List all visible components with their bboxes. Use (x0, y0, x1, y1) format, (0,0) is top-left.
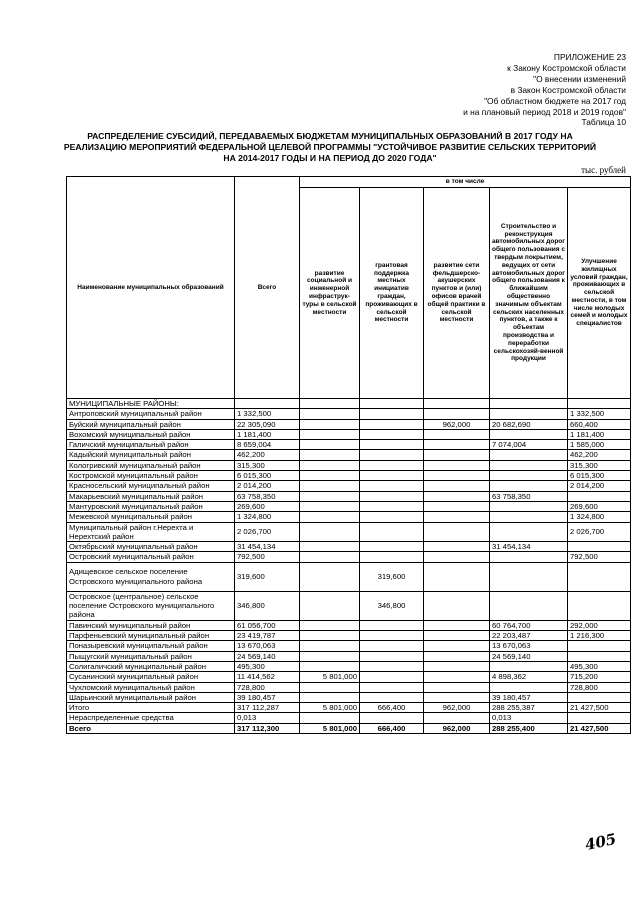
cell-roads: 4 898,362 (490, 672, 568, 682)
section-label: МУНИЦИПАЛЬНЫЕ РАЙОНЫ: (67, 399, 235, 409)
cell-grant (360, 661, 424, 671)
cell-total: 2 014,200 (235, 481, 300, 491)
cell-total: 39 180,457 (235, 692, 300, 702)
table-row (67, 713, 631, 723)
table-row (67, 682, 631, 692)
cell-feldsher (424, 661, 490, 671)
cell-grant: 666,400 (360, 723, 424, 733)
cell-housing (568, 641, 631, 651)
cell-feldsher (424, 591, 490, 620)
cell-grant (360, 682, 424, 692)
cell-name: Макарьевский муниципальный район (67, 491, 235, 501)
cell-grant: 346,800 (360, 591, 424, 620)
cell-name: Всего (67, 723, 235, 733)
cell-roads (490, 501, 568, 511)
cell-roads: 63 758,350 (490, 491, 568, 501)
cell-social (300, 620, 360, 630)
table-row (67, 552, 631, 562)
cell-feldsher (424, 641, 490, 651)
cell-total: 728,800 (235, 682, 300, 692)
cell-housing: 462,200 (568, 450, 631, 460)
header-social: развитие социальной и инженерной инфраструк-туры в сельской местности (300, 188, 360, 399)
table-row (67, 641, 631, 651)
cell-roads (490, 409, 568, 419)
cell-housing: 315,300 (568, 460, 631, 470)
cell-grant: 666,400 (360, 703, 424, 713)
table-row (67, 703, 631, 713)
appendix-line: ПРИЛОЖЕНИЕ 23 (553, 52, 626, 62)
cell-housing: 1 216,300 (568, 631, 631, 641)
cell-social: 5 801,000 (300, 703, 360, 713)
section-row (67, 399, 631, 409)
cell-social (300, 419, 360, 429)
cell-feldsher (424, 429, 490, 439)
cell-feldsher (424, 562, 490, 591)
cell-grant (360, 491, 424, 501)
cell-total: 317 112,300 (235, 723, 300, 733)
cell-name: Кадыйский муниципальный район (67, 450, 235, 460)
cell-social (300, 552, 360, 562)
page-number: 405 (583, 829, 618, 855)
cell-social (300, 641, 360, 651)
appendix-block (366, 52, 626, 128)
cell-roads: 13 670,063 (490, 641, 568, 651)
cell-name: Антроповский муниципальный район (67, 409, 235, 419)
cell-total: 11 414,562 (235, 672, 300, 682)
cell-feldsher (424, 672, 490, 682)
cell-name: Пыщугский муниципальный район (67, 651, 235, 661)
header-group: в том числе (300, 177, 631, 188)
table-row (67, 562, 631, 591)
cell-social (300, 522, 360, 542)
cell-feldsher (424, 512, 490, 522)
cell-social (300, 471, 360, 481)
cell-housing: 1 585,000 (568, 440, 631, 450)
cell-housing: 2 014,200 (568, 481, 631, 491)
cell-social: 5 801,000 (300, 723, 360, 733)
header-roads: Строительство и реконструкция автомобильных дорог общего пользования с твердым покрытием, ведущих от сети автомобильных дорог общего пользования к ближайшим общественно значимым объектам сельских населенных пунктов, а также к объектам производства и переработки сельскохозяй-венной продукции (490, 188, 568, 399)
header-housing: Улучшение жилищных условий граждан, проживающих в сельской местности, в том числе молодых семей и молодых специалистов (568, 188, 631, 399)
cell-social (300, 460, 360, 470)
title-line: РАСПРЕДЕЛЕНИЕ СУБСИДИЙ, ПЕРЕДАВАЕМЫХ БЮДЖЕТАМ МУНИЦИПАЛЬНЫХ ОБРАЗОВАНИЙ В 2017 ГОДУ НА (87, 131, 573, 141)
appendix-line: к Закону Костромской области (507, 62, 626, 73)
cell-roads (490, 512, 568, 522)
cell-feldsher (424, 460, 490, 470)
cell-social (300, 591, 360, 620)
table-row (67, 661, 631, 671)
cell-name: Адищевское сельское поселение Островского муниципального района (67, 562, 235, 591)
cell-feldsher (424, 552, 490, 562)
cell-grant (360, 542, 424, 552)
table-row (67, 620, 631, 630)
cell-social (300, 562, 360, 591)
cell-total: 61 056,700 (235, 620, 300, 630)
cell-roads: 60 764,700 (490, 620, 568, 630)
cell-housing: 1 324,800 (568, 512, 631, 522)
table-row (67, 512, 631, 522)
cell-grant (360, 450, 424, 460)
cell-social (300, 501, 360, 511)
appendix-line: и на плановый период 2018 и 2019 годов" (463, 106, 626, 117)
cell-name: Вохомский муниципальный район (67, 429, 235, 439)
cell-name: Островское (центральное) сельское поселение Островского муниципального района (67, 591, 235, 620)
cell-total: 22 305,090 (235, 419, 300, 429)
cell-roads: 24 569,140 (490, 651, 568, 661)
cell-name: Сусанинский муниципальный район (67, 672, 235, 682)
table-row (67, 672, 631, 682)
cell-housing: 715,200 (568, 672, 631, 682)
cell-grant (360, 429, 424, 439)
cell-grant (360, 620, 424, 630)
cell-total: 315,300 (235, 460, 300, 470)
header-grant: грантовая поддержка местных инициатив граждан, проживающих в сельской местности (360, 188, 424, 399)
cell-housing: 728,800 (568, 682, 631, 692)
cell-feldsher (424, 501, 490, 511)
table-row (67, 501, 631, 511)
cell-feldsher (424, 620, 490, 630)
cell-feldsher (424, 651, 490, 661)
cell-name: Буйский муниципальный район (67, 419, 235, 429)
cell-feldsher (424, 522, 490, 542)
cell-social (300, 713, 360, 723)
table-body (67, 399, 631, 734)
document-title (60, 131, 600, 163)
cell-housing: 269,600 (568, 501, 631, 511)
cell-total: 346,800 (235, 591, 300, 620)
cell-name: Поназыревский муниципальный район (67, 641, 235, 651)
cell-housing (568, 542, 631, 552)
cell-total: 13 670,063 (235, 641, 300, 651)
cell-total: 6 015,300 (235, 471, 300, 481)
cell-feldsher (424, 713, 490, 723)
cell-grant (360, 641, 424, 651)
cell-housing: 2 026,700 (568, 522, 631, 542)
cell-housing: 6 015,300 (568, 471, 631, 481)
appendix-line: "О внесении изменений (533, 73, 626, 84)
cell-social (300, 440, 360, 450)
cell-social (300, 692, 360, 702)
cell-feldsher: 962,000 (424, 703, 490, 713)
cell-name: Мантуровский муниципальный район (67, 501, 235, 511)
table-row (67, 522, 631, 542)
cell-total: 1 324,800 (235, 512, 300, 522)
cell-total: 462,200 (235, 450, 300, 460)
cell-social (300, 450, 360, 460)
table-row (67, 692, 631, 702)
cell-social (300, 512, 360, 522)
cell-roads: 288 255,400 (490, 723, 568, 733)
cell-total: 31 454,134 (235, 542, 300, 552)
cell-name: Кологривский муниципальный район (67, 460, 235, 470)
cell-name: Островский муниципальный район (67, 552, 235, 562)
table-row (67, 460, 631, 470)
cell-grant (360, 672, 424, 682)
cell-social: 5 801,000 (300, 672, 360, 682)
cell-housing: 660,400 (568, 419, 631, 429)
title-line: РЕАЛИЗАЦИЮ МЕРОПРИЯТИЙ ФЕДЕРАЛЬНОЙ ЦЕЛЕВОЙ ПРОГРАММЫ "УСТОЙЧИВОЕ РАЗВИТИЕ СЕЛЬСКИХ ТЕРРИТОРИЙ (63, 141, 597, 152)
cell-feldsher (424, 481, 490, 491)
cell-feldsher: 962,000 (424, 419, 490, 429)
cell-feldsher (424, 682, 490, 692)
cell-grant (360, 471, 424, 481)
cell-social (300, 409, 360, 419)
cell-total: 23 419,787 (235, 631, 300, 641)
cell-name: Галичский муниципальный район (67, 440, 235, 450)
cell-social (300, 631, 360, 641)
table-row (67, 409, 631, 419)
cell-social (300, 491, 360, 501)
cell-total: 269,600 (235, 501, 300, 511)
title-line: НА 2014-2017 ГОДЫ И НА ПЕРИОД ДО 2020 ГОДА" (223, 152, 437, 163)
cell-total: 319,600 (235, 562, 300, 591)
table-row (67, 491, 631, 501)
cell-roads (490, 450, 568, 460)
cell-grant (360, 631, 424, 641)
cell-grant (360, 440, 424, 450)
cell-housing: 1 332,500 (568, 409, 631, 419)
cell-roads (490, 460, 568, 470)
cell-name: Красносельский муниципальный район (67, 481, 235, 491)
subsidy-table (66, 176, 631, 734)
table-row (67, 542, 631, 552)
cell-name: Парфеньевский муниципальный район (67, 631, 235, 641)
appendix-line: "Об областном бюджете на 2017 год (484, 95, 626, 106)
cell-social (300, 481, 360, 491)
cell-feldsher (424, 491, 490, 501)
cell-name: Нераспределенные средства (67, 713, 235, 723)
cell-total: 317 112,287 (235, 703, 300, 713)
cell-social (300, 542, 360, 552)
cell-roads (490, 552, 568, 562)
table-row (67, 631, 631, 641)
header-total: Всего (235, 177, 300, 399)
cell-feldsher (424, 631, 490, 641)
table-row (67, 591, 631, 620)
cell-feldsher: 962,000 (424, 723, 490, 733)
cell-grant (360, 512, 424, 522)
cell-total: 1 332,500 (235, 409, 300, 419)
cell-grant (360, 713, 424, 723)
cell-housing (568, 692, 631, 702)
table-row (67, 471, 631, 481)
cell-roads: 22 203,487 (490, 631, 568, 641)
cell-feldsher (424, 440, 490, 450)
cell-social (300, 429, 360, 439)
cell-roads (490, 591, 568, 620)
cell-name: Чухломский муниципальный район (67, 682, 235, 692)
cell-grant (360, 552, 424, 562)
cell-feldsher (424, 471, 490, 481)
cell-housing (568, 591, 631, 620)
cell-housing: 792,500 (568, 552, 631, 562)
table-row (67, 651, 631, 661)
cell-total: 2 026,700 (235, 522, 300, 542)
cell-roads: 288 255,387 (490, 703, 568, 713)
cell-roads: 20 682,690 (490, 419, 568, 429)
cell-grant: 319,600 (360, 562, 424, 591)
cell-roads: 39 180,457 (490, 692, 568, 702)
cell-social (300, 651, 360, 661)
cell-name: Павинский муниципальный район (67, 620, 235, 630)
table-row (67, 419, 631, 429)
cell-roads: 31 454,134 (490, 542, 568, 552)
cell-housing: 21 427,500 (568, 723, 631, 733)
cell-grant (360, 522, 424, 542)
header-name: Наименование муниципальных образований (67, 177, 235, 399)
cell-feldsher (424, 542, 490, 552)
cell-housing (568, 713, 631, 723)
cell-roads: 0,013 (490, 713, 568, 723)
cell-housing (568, 491, 631, 501)
cell-name: Октябрьский муниципальный район (67, 542, 235, 552)
table-row (67, 723, 631, 733)
units-label: тыс. рублей (581, 165, 626, 175)
cell-housing: 292,000 (568, 620, 631, 630)
cell-feldsher (424, 692, 490, 702)
cell-feldsher (424, 450, 490, 460)
cell-roads (490, 661, 568, 671)
cell-housing (568, 562, 631, 591)
cell-grant (360, 460, 424, 470)
cell-name: Итого (67, 703, 235, 713)
cell-grant (360, 651, 424, 661)
cell-social (300, 682, 360, 692)
table-row (67, 450, 631, 460)
header-feldsher: развитие сети фельдшерско-акушерских пунктов и (или) офисов врачей общей практики в сельской местности (424, 188, 490, 399)
cell-name: Шарьинский муниципальный район (67, 692, 235, 702)
cell-total: 792,500 (235, 552, 300, 562)
table-row (67, 481, 631, 491)
cell-housing: 1 181,400 (568, 429, 631, 439)
cell-roads (490, 429, 568, 439)
cell-total: 1 181,400 (235, 429, 300, 439)
table-row (67, 429, 631, 439)
cell-grant (360, 481, 424, 491)
cell-total: 24 569,140 (235, 651, 300, 661)
cell-roads: 7 074,004 (490, 440, 568, 450)
cell-housing (568, 651, 631, 661)
cell-total: 63 758,350 (235, 491, 300, 501)
cell-total: 495,300 (235, 661, 300, 671)
appendix-line: в Закон Костромской области (510, 84, 626, 95)
cell-roads (490, 471, 568, 481)
cell-grant (360, 419, 424, 429)
cell-grant (360, 409, 424, 419)
cell-roads (490, 562, 568, 591)
cell-name: Муниципальный район г.Нерехта и Нерехтский район (67, 522, 235, 542)
table-row (67, 440, 631, 450)
cell-roads (490, 682, 568, 692)
cell-housing: 21 427,500 (568, 703, 631, 713)
cell-social (300, 661, 360, 671)
cell-feldsher (424, 409, 490, 419)
table-number: Таблица 10 (581, 117, 626, 128)
cell-roads (490, 481, 568, 491)
cell-name: Костромской муниципальный район (67, 471, 235, 481)
cell-name: Солигаличский муниципальный район (67, 661, 235, 671)
cell-total: 0,013 (235, 713, 300, 723)
cell-grant (360, 501, 424, 511)
cell-total: 8 659,004 (235, 440, 300, 450)
cell-name: Межевской муниципальный район (67, 512, 235, 522)
cell-housing: 495,300 (568, 661, 631, 671)
cell-roads (490, 522, 568, 542)
cell-grant (360, 692, 424, 702)
